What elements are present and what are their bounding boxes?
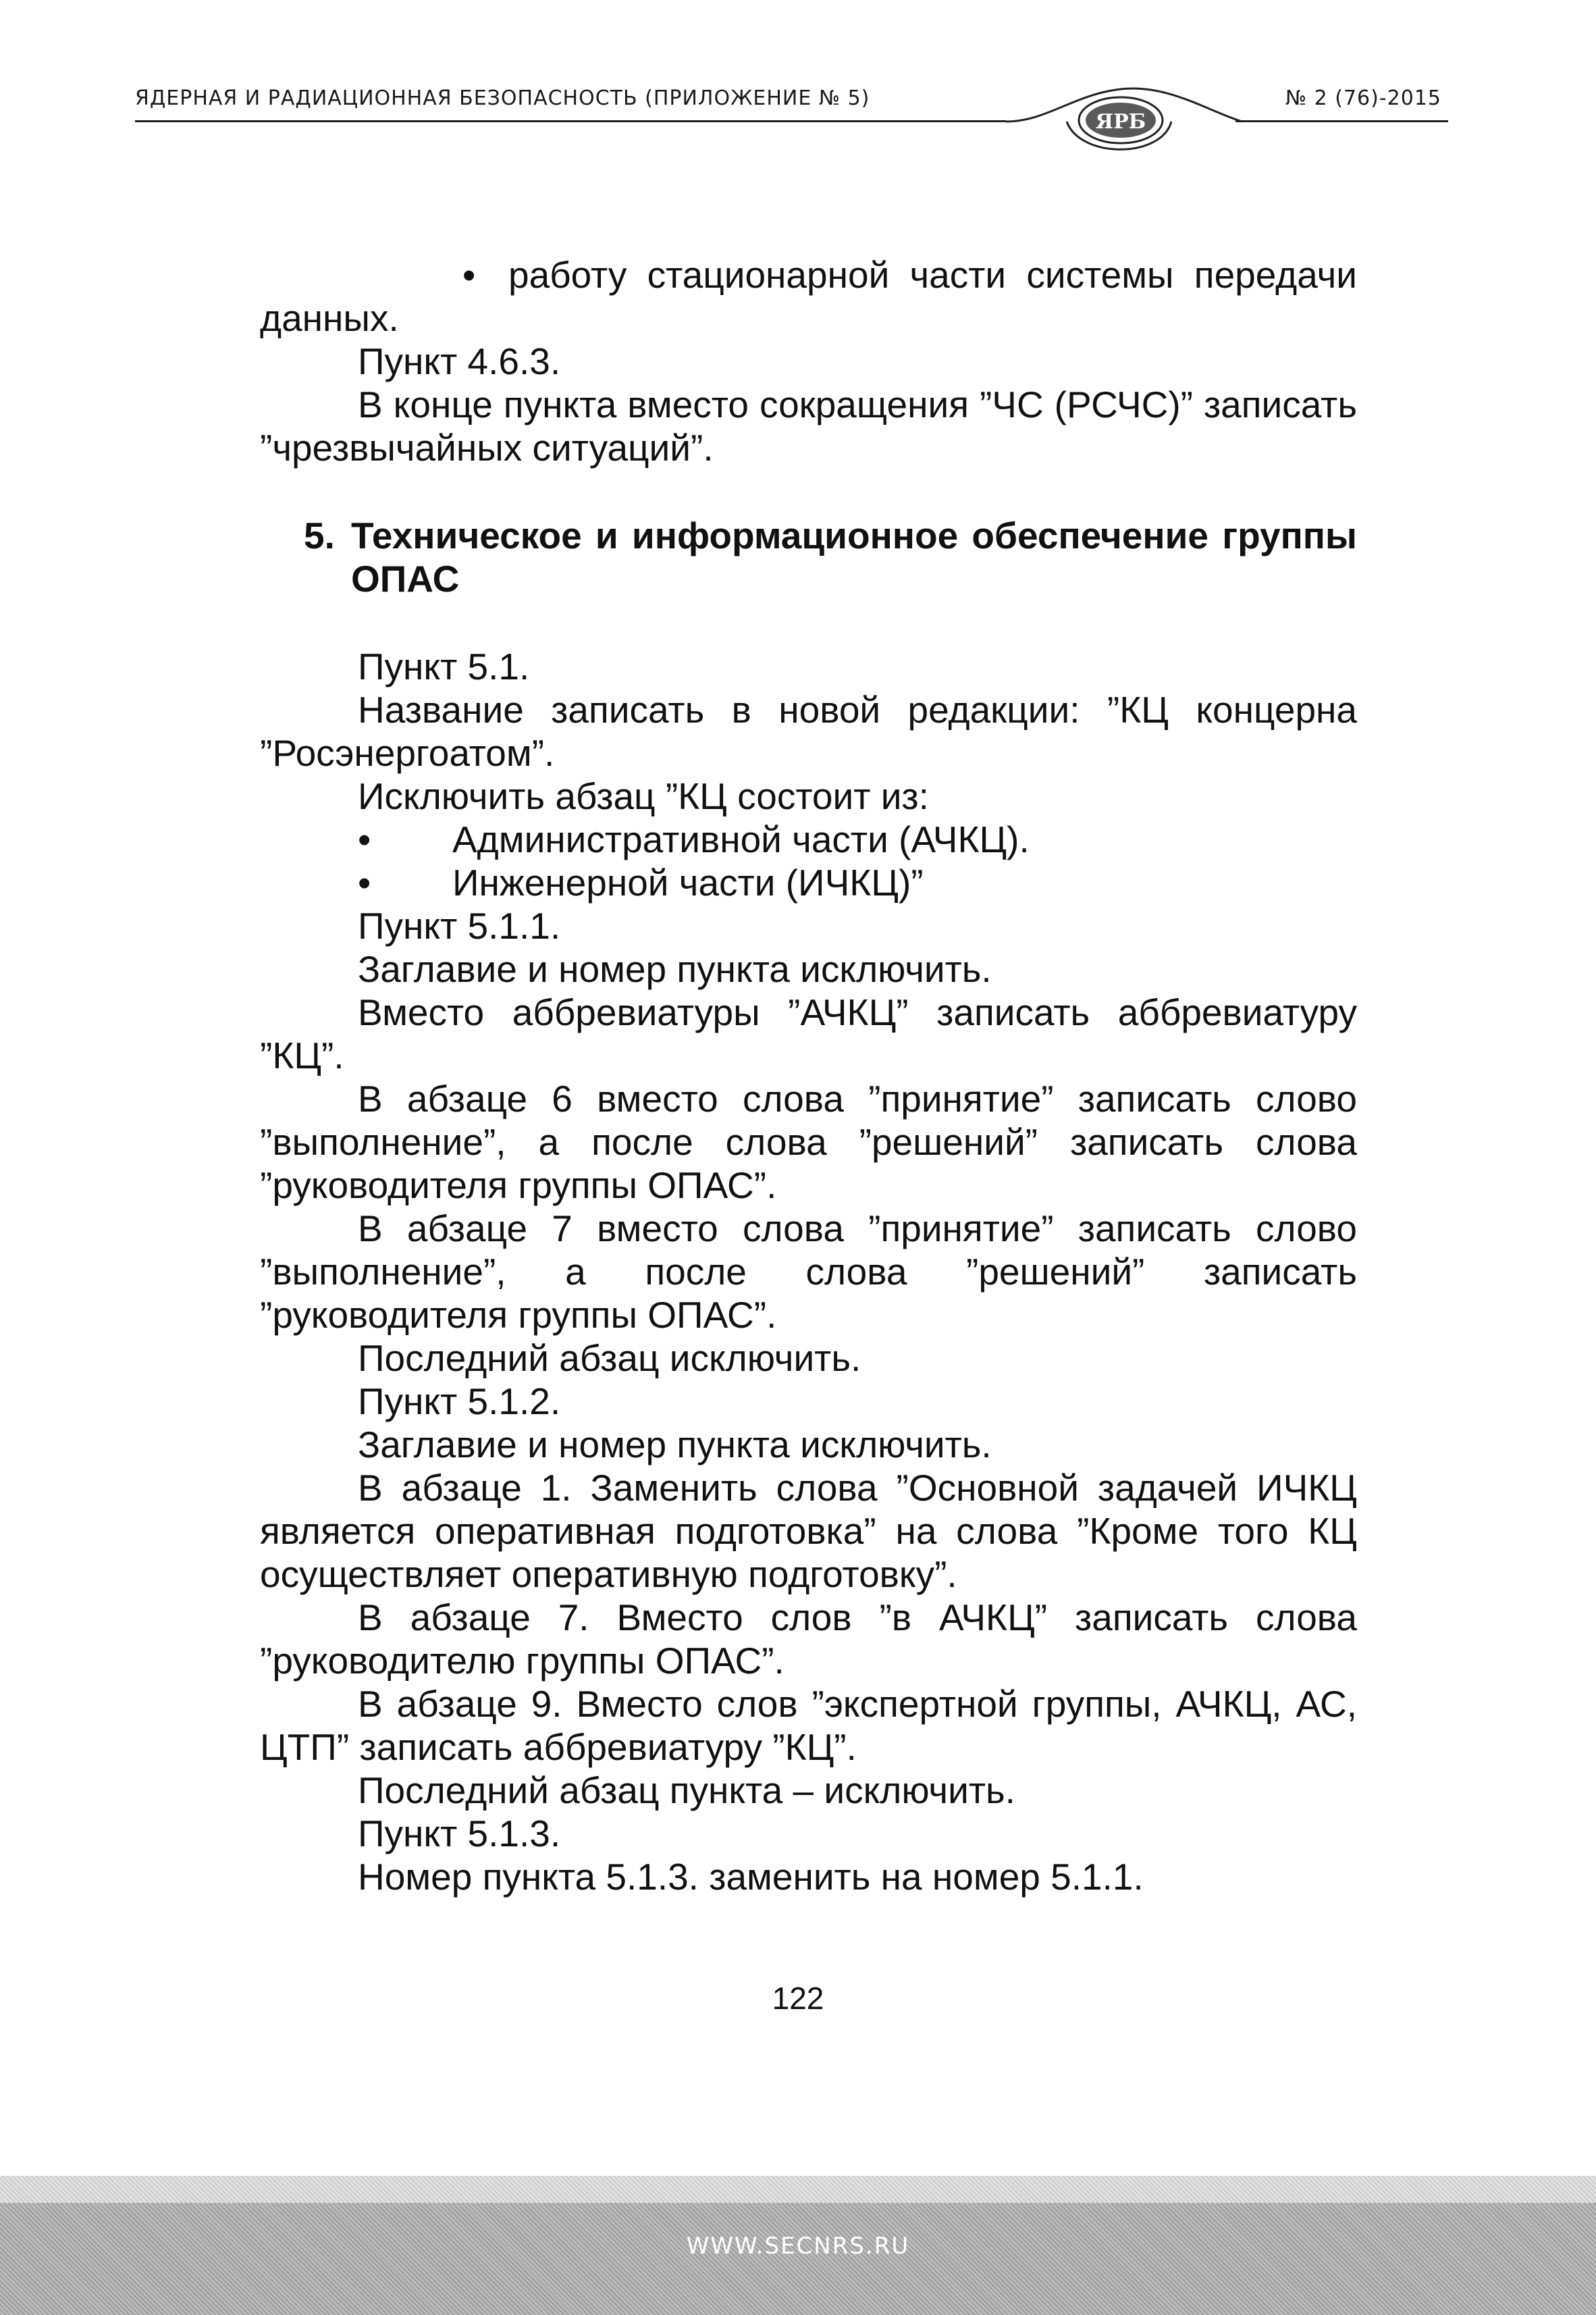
logo-text: ЯРБ — [1095, 110, 1146, 134]
list-item-text: Инженерной части (ИЧКЦ)” — [452, 862, 924, 904]
paragraph: Пункт 4.6.3. — [358, 340, 561, 382]
paragraph: Заглавие и номер пункта исключить. — [358, 1424, 992, 1465]
journal-logo-icon — [992, 74, 1249, 162]
list-item-text: Административной части (АЧКЦ). — [452, 818, 1030, 860]
issue-number: № 2 (76)-2015 — [1285, 86, 1441, 110]
journal-title: ЯДЕРНАЯ И РАДИАЦИОННАЯ БЕЗОПАСНОСТЬ (ПРИЛОЖЕНИЕ № 5) — [135, 86, 870, 110]
section-heading — [260, 514, 1357, 600]
paragraph: Номер пункта 5.1.3. заменить на номер 5.1.1. — [358, 1856, 1144, 1898]
paragraph: В абзаце 9. Вместо слов ”экспертной группы, АЧКЦ, АС, ЦТП” записать аббревиатуру ”КЦ”. — [260, 1683, 1357, 1768]
bullet-icon: • — [358, 862, 371, 904]
paragraph: Пункт 5.1. — [358, 646, 530, 687]
paragraph: Название записать в новой редакции: ”КЦ концерна ”Росэнергоатом”. — [260, 689, 1357, 774]
header-rule-left — [135, 120, 1006, 122]
running-header — [135, 0, 1448, 176]
paragraph: В абзаце 6 вместо слова ”принятие” записать слово ”выполнение”, а после слова ”решений” записать слова ”руководителя группы ОПАС”. — [260, 1078, 1357, 1206]
list-item — [260, 818, 1357, 861]
paragraph: В абзаце 7 вместо слова ”принятие” записать слово ”выполнение”, а после слова ”решений” записать ”руководителя группы ОПАС”. — [260, 1207, 1357, 1336]
page-number: 122 — [772, 1981, 824, 2016]
bullet-icon: • — [358, 818, 371, 860]
header-rule-right — [1235, 120, 1448, 122]
paragraph: Исключить абзац ”КЦ состоит из: — [358, 775, 929, 817]
bullet-icon: • — [462, 254, 476, 296]
bullet-continuation — [260, 253, 1357, 340]
paragraph: Пункт 5.1.2. — [358, 1380, 561, 1422]
section-number: 5. — [304, 515, 335, 556]
paragraph: В абзаце 1. Заменить слова ”Основной задачей ИЧКЦ является оперативная подготовка” на слова ”Кроме того КЦ осуществляет оперативную подготовку”. — [260, 1467, 1357, 1595]
paragraph: Последний абзац пункта – исключить. — [358, 1769, 1015, 1811]
list-item — [260, 861, 1357, 904]
paragraph: В абзаце 7. Вместо слов ”в АЧКЦ” записать слова ”руководителю группы ОПАС”. — [260, 1596, 1357, 1682]
paragraph: Последний абзац исключить. — [358, 1337, 861, 1379]
paragraph: Пункт 5.1.3. — [358, 1813, 561, 1854]
section-title: Техническое и информационное обеспечение группы ОПАС — [351, 515, 1357, 600]
bullet-text: работу стационарной части системы передачи данных. — [260, 254, 1357, 339]
footer-url: WWW.SECNRS.RU — [686, 2233, 910, 2260]
paragraph: Пункт 5.1.1. — [358, 905, 561, 947]
footer-band — [0, 2176, 1596, 2315]
footer-band-top — [0, 2176, 1596, 2203]
paragraph: Заглавие и номер пункта исключить. — [358, 948, 992, 990]
paragraph: В конце пункта вместо сокращения ”ЧС (РСЧС)” записать ”чрезвычайных ситуаций”. — [260, 384, 1357, 469]
page-body — [260, 253, 1357, 1898]
paragraph: Вместо аббревиатуры ”АЧКЦ” записать аббревиатуру ”КЦ”. — [260, 991, 1357, 1076]
